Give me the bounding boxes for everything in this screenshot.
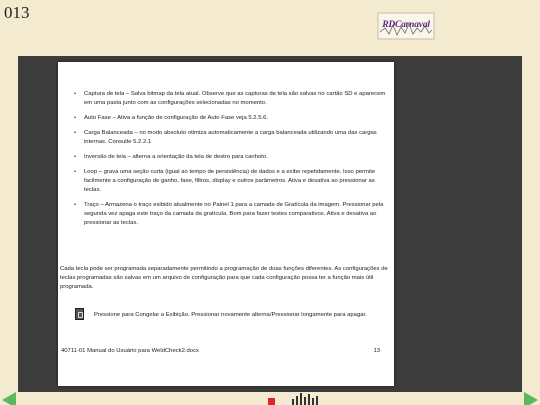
bullet-item: [72, 201, 390, 228]
red-marker-icon: [268, 398, 275, 405]
next-page-icon[interactable]: [524, 392, 538, 405]
prev-page-icon[interactable]: [2, 392, 16, 405]
document-viewer[interactable]: [18, 56, 522, 392]
bullet-symbol: •: [74, 169, 77, 175]
bullet-symbol: •: [74, 91, 77, 97]
bullet-item: [72, 129, 390, 147]
bullet-text: Captura de tela – Salva bitmap da tela atual. Observe que as capturas de tela são salvas no cartão SD e aparecem em uma pasta junto com as configurações selecionadas no momento.: [84, 91, 386, 106]
bullet-symbol: •: [74, 202, 77, 208]
bullet-symbol: •: [74, 154, 77, 160]
bullet-symbol: •: [74, 130, 77, 136]
document-page: [58, 62, 394, 386]
bullet-item: [72, 90, 390, 108]
logo-text: RDCarnaval: [382, 20, 430, 30]
tip-text: Pressione para Congelar a Exibição. Pressionar novamente alterna/Pressionar longamente para apagar.: [94, 312, 367, 318]
bullet-list: [72, 90, 390, 234]
bullet-item: [72, 114, 390, 123]
bullet-item: [72, 153, 390, 162]
footer-page-number: 13: [373, 348, 380, 354]
body-paragraph: Cada tecla pode ser programada separadamente permitindo a programação de duas funções diferentes. As configurações de teclas programadas são salvas em um arquivo de configuração para que cada configuração possa ter a função mais útil programada.: [60, 266, 388, 290]
bullet-text: Loop – grava uma seção curta (igual ao tempo de persistência) de dados e a exibe repetidamente. Isso permite facilmente a configuração de ganho, fase, filtros, display e outros parâmetros. Ativa e desativa ao pressionar as teclas.: [84, 169, 376, 193]
bullet-text: Carga Balanceada – no modo absoluto otimiza automaticamente a carga balanceada utilizando uma das cargas internas. Consulte 5.2.2.1: [84, 130, 377, 145]
tip-icon: [75, 308, 84, 320]
bullet-symbol: •: [74, 115, 77, 121]
footer-title: 40711-01 Manual do Usuário para WeldCheck2.docx: [61, 348, 199, 354]
bullet-item: [72, 168, 390, 195]
top-page-number: 013: [4, 3, 30, 22]
bullet-text: Traço – Armazena o traço exibido atualmente no Painel 1 para a camada de Gratícula da imagem. Pressionar pela segunda vez apaga este traço da camada da gratícula. Bom para fazer testes comparativos. Ativa e desativa ao pressionar as teclas.: [84, 202, 384, 226]
bullet-text: Inversão de tela – alterna a orientação da tela de destro para canhoto.: [84, 154, 268, 160]
bullet-text: Auto Fase – Ativa a função de configuração de Auto Fase veja 5.2.5.6.: [84, 115, 269, 121]
audio-bars-icon: [291, 393, 321, 405]
logo: [377, 12, 435, 40]
